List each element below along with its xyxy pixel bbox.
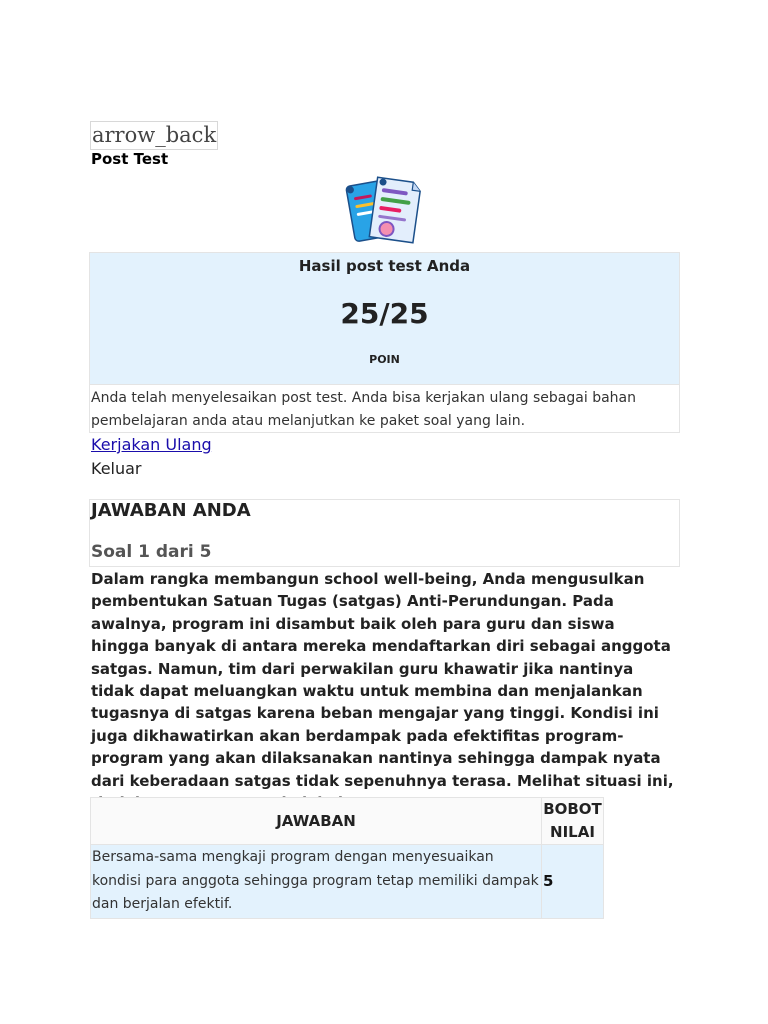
result-score: 25/25 (340, 297, 429, 330)
document-result-icon (345, 174, 423, 250)
table-header-row (91, 798, 604, 845)
exit-button[interactable]: Keluar (91, 459, 142, 478)
page-title: Post Test (91, 150, 169, 168)
answer-table (90, 797, 604, 919)
answers-header-panel (89, 499, 680, 567)
arrow-back-icon[interactable]: arrow_back (90, 121, 218, 150)
answers-heading: JAWABAN ANDA (91, 500, 251, 521)
column-header-weight: BOBOT NILAI (542, 798, 604, 845)
column-header-answer: JAWABAN (91, 798, 542, 845)
result-summary-panel (89, 252, 680, 385)
result-score-unit: POIN (369, 353, 400, 366)
result-title: Hasil post test Anda (298, 257, 471, 275)
result-message: Anda telah menyelesaikan post test. Anda bisa kerjakan ulang sebagai bahan pembelajaran anda atau melanjutkan ke paket soal yang lain. (89, 385, 680, 433)
table-row (91, 845, 604, 919)
question-counter: Soal 1 dari 5 (91, 542, 212, 562)
weight-cell: 5 (542, 845, 604, 919)
answer-cell: Bersama-sama mengkaji program dengan menyesuaikan kondisi para anggota sehingga program tetap memiliki dampak dan berjalan efektif. (91, 845, 542, 919)
question-text: Dalam rangka membangun school well-being, Anda mengusulkan pembentukan Satuan Tugas (satgas) Anti-Perundungan. Pada awalnya, program ini disambut baik oleh para guru dan siswa hingga banyak di antara mereka mendaftarkan diri sebagai anggota satgas. Namun, tim dari perwakilan guru khawatir jika nantinya tidak dapat meluangkan waktu untuk membina dan menjalankan tugasnya di satgas karena beban mengajar yang tinggi. Kondisi ini juga dikhawatirkan akan berdampak pada efektifitas program-program yang akan dilaksanakan nantinya sehingga dampak nyata dari keberadaan satgas tidak sepenuhnya terasa. Melihat situasi ini, (91, 570, 674, 790)
retry-link[interactable]: Kerjakan Ulang (91, 435, 212, 454)
